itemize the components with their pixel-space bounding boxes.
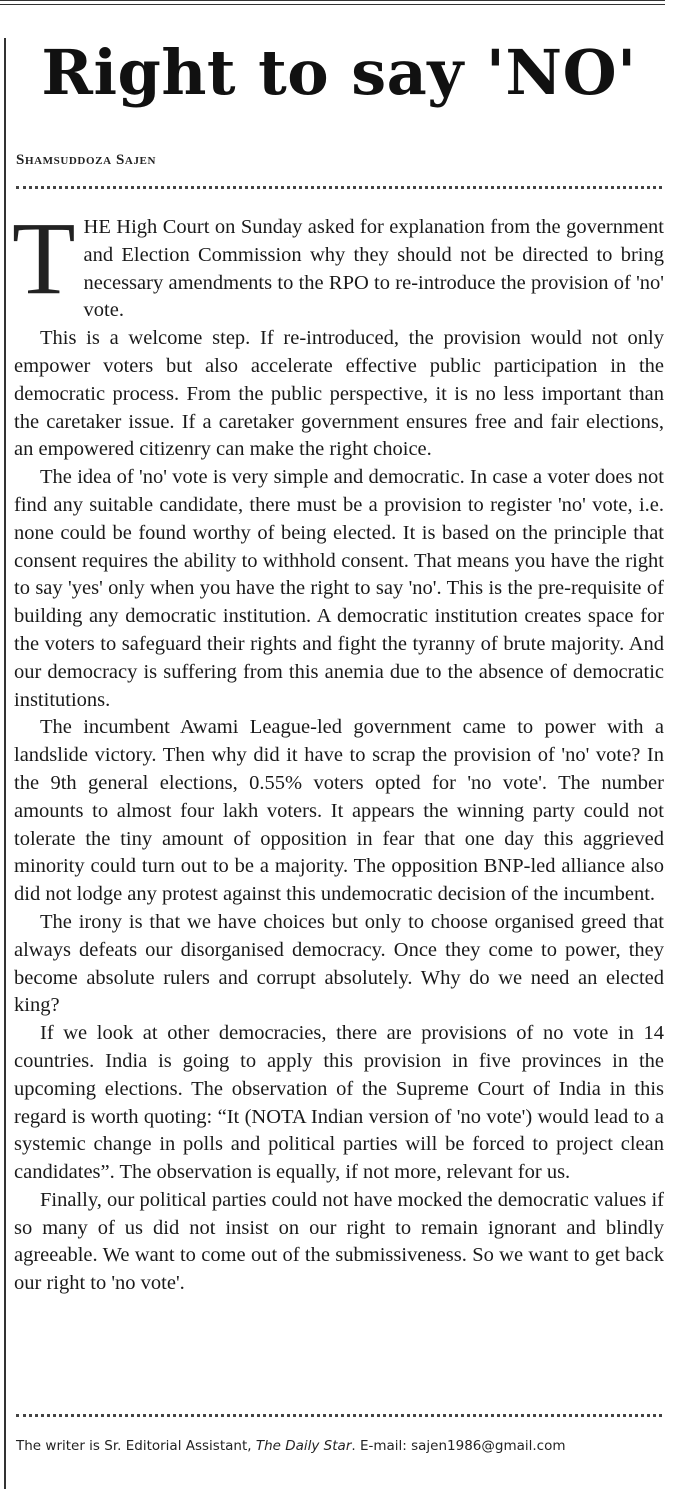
paragraph-6: If we look at other democracies, there are provisions of no vote in 14 countries. India is going to apply this provision in five provinces in the upcoming elections. The observation of the Supreme Court of India in this regard is worth quoting: “It (NOTA Indian version of 'no vote') would lead to a systemic change in polls and political parties will be forced to project clean candidates”. The observation is equally, if not more, relevant for us.: [14, 1022, 664, 1184]
author-note: [16, 1438, 666, 1454]
author-note-email: . E-mail: sajen1986@gmail.com: [351, 1438, 566, 1454]
paragraph-1: [12, 201, 664, 325]
drop-cap: T: [12, 201, 76, 316]
column-rule: [4, 38, 6, 1489]
paragraph-3: The idea of 'no' vote is very simple and democratic. In case a voter does not find any suitable candidate, there must be a provision to register 'no' vote, i.e. none could be found worthy of being elected. It is based on the principle that consent requires the ability to withhold consent. That means you have the right to say 'yes' only when you have the right to say 'no'. This is the pre-requisite of building any democratic institution. A democratic institution creates space for the voters to safeguard their rights and fight the tyranny of brute majority. And our democracy is suffering from this anemia due to the absence of democratic institutions.: [14, 466, 664, 711]
publication-name: The Daily Star: [255, 1438, 352, 1454]
dotted-divider-top: [16, 186, 662, 189]
author-note-prefix: The writer is Sr. Editorial Assistant,: [16, 1438, 256, 1454]
paragraph-1-text: HE High Court on Sunday asked for explanation from the government and Election Commission why they should not be directed to bring necessary amendments to the RPO to re-introduce the provision of 'no' vote.: [83, 216, 664, 322]
article-body: [12, 201, 664, 1298]
paragraph-4: The incumbent Awami League-led government came to power with a landslide victory. Then why did it have to scrap the provision of 'no' vote? In the 9th general elections, 0.55% voters opted for 'no vote'. The number amounts to almost four lakh voters. It appears the winning party could not tolerate the tiny amount of opposition in fear that one day this aggrieved minority could turn out to be a majority. The opposition BNP-led alliance also did not lodge any protest against this undemocratic decision of the incumbent.: [14, 716, 664, 906]
byline: Shamsuddoza Sajen: [16, 152, 157, 168]
headline: Right to say 'NO': [41, 36, 637, 109]
paragraph-7: Finally, our political parties could not have mocked the democratic values if so many of us did not insist on our right to remain ignorant and blindly agreeable. We want to come out of the submissiveness. So we want to get back our right to 'no vote'.: [14, 1188, 664, 1295]
top-border: [0, 0, 665, 5]
dotted-divider-bottom: [16, 1414, 662, 1417]
paragraph-5: The irony is that we have choices but only to choose organised greed that always defeats our disorganised democracy. Once they come to power, they become absolute rulers and corrupt absolutely. Why do we need an elected king?: [14, 910, 664, 1017]
paragraph-2: This is a welcome step. If re-introduced, the provision would not only empower voters but also accelerate effective public participation in the democratic process. From the public perspective, it is no less important than the caretaker issue. If a caretaker government ensures free and fair elections, an empowered citizenry can make the right choice.: [14, 327, 664, 461]
